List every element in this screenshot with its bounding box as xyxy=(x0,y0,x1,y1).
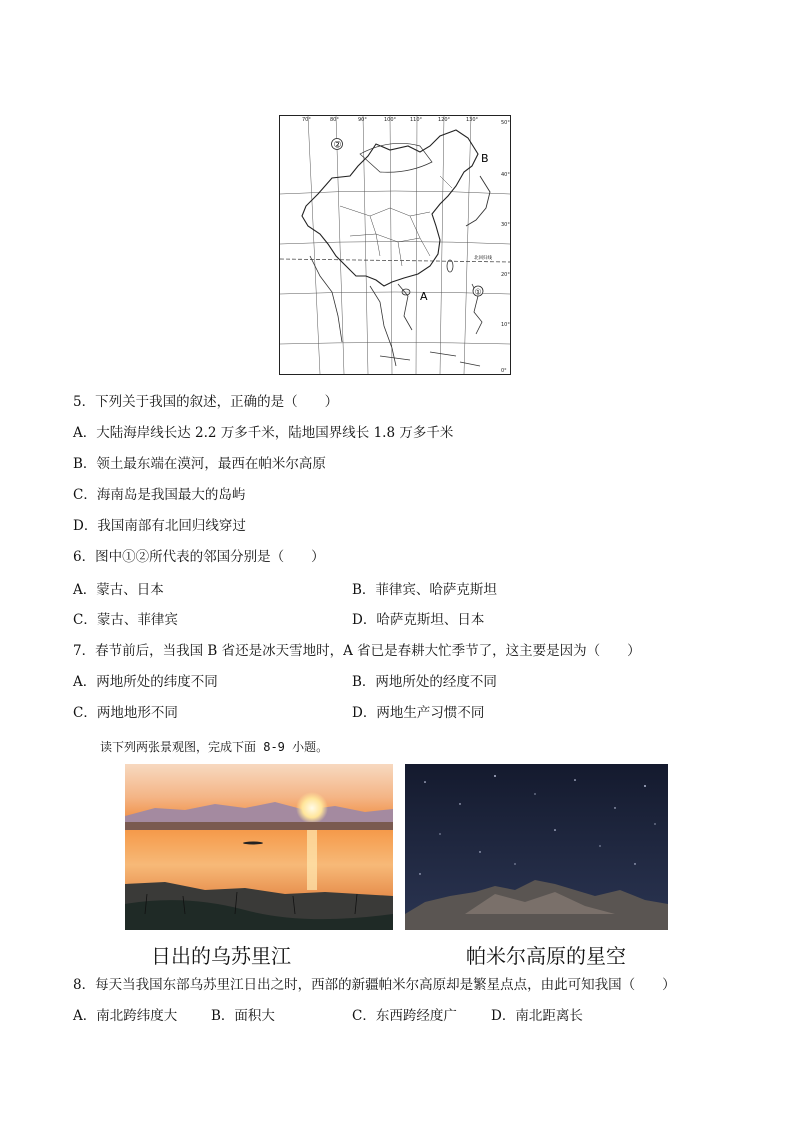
q8-option-a: A．南北跨纬度大 xyxy=(73,1008,178,1024)
q5-stem: 5．下列关于我国的叙述，正确的是（ ） xyxy=(73,394,339,410)
lon-label: 120° xyxy=(438,117,451,123)
caption-starry-sky: 帕米尔高原的星空 xyxy=(466,944,626,968)
map-svg xyxy=(280,116,510,374)
q5-option-d: D．我国南部有北回归线穿过 xyxy=(73,518,246,534)
lat-label: 30° xyxy=(501,222,510,228)
q5-option-b: B．领土最东端在漠河，最西在帕米尔高原 xyxy=(73,456,326,472)
marker-a: A xyxy=(420,290,428,303)
sunrise-image xyxy=(125,764,393,930)
india-coast xyxy=(310,256,342,342)
photo-pamir-starry-sky xyxy=(405,764,668,930)
marker-b: B xyxy=(481,152,489,165)
q6-option-c: C．蒙古、菲律宾 xyxy=(73,612,178,628)
q6-option-d: D．哈萨克斯坦、日本 xyxy=(352,612,485,628)
lat-label: 50° xyxy=(501,120,510,126)
starry-sky-image xyxy=(405,764,668,930)
q7-option-d: D．两地生产习惯不同 xyxy=(352,705,485,721)
lon-label: 100° xyxy=(384,117,397,123)
q8-option-d: D．南北距离长 xyxy=(491,1008,583,1024)
longitude-labels xyxy=(302,117,479,123)
lon-label: 130° xyxy=(466,117,479,123)
photo-sunrise-ussuri xyxy=(125,764,393,930)
q5-option-a: A．大陆海岸线长达 2.2 万多千米，陆地国界线长 1.8 万多千米 xyxy=(73,425,454,441)
lon-label: 70° xyxy=(302,117,311,123)
q8-option-b: B．面积大 xyxy=(211,1008,275,1024)
taiwan-outline xyxy=(447,260,453,272)
graticule xyxy=(280,116,510,374)
q7-option-a: A．两地所处的纬度不同 xyxy=(73,674,218,690)
q7-option-b: B．两地所处的经度不同 xyxy=(352,674,497,690)
q6-option-a: A．蒙古、日本 xyxy=(73,582,164,598)
lon-label: 80° xyxy=(330,117,339,123)
tropic-label: 北回归线 xyxy=(474,256,492,261)
indonesia-coast xyxy=(380,352,480,366)
caption-sunrise: 日出的乌苏里江 xyxy=(151,944,291,968)
province-lines xyxy=(340,176,452,266)
q6-option-b: B．菲律宾、哈萨克斯坦 xyxy=(352,582,497,598)
lon-label: 110° xyxy=(410,117,423,123)
section-intro: 读下列两张景观图，完成下面 8-9 小题。 xyxy=(100,740,329,754)
q8-option-c: C．东西跨经度广 xyxy=(352,1008,457,1024)
lat-label: 0° xyxy=(501,368,507,374)
lat-label: 20° xyxy=(501,272,510,278)
q6-stem: 6．图中①②所代表的邻国分别是（ ） xyxy=(73,549,325,565)
lat-label: 10° xyxy=(501,322,510,328)
q7-option-c: C．两地地形不同 xyxy=(73,705,178,721)
china-outline-map xyxy=(279,115,511,375)
q5-option-c: C．海南岛是我国最大的岛屿 xyxy=(73,487,246,503)
mongolia-border xyxy=(360,143,432,172)
se-asia-coast xyxy=(370,284,412,366)
marker-one: ① xyxy=(474,287,482,297)
marker-two: ② xyxy=(333,140,342,151)
japan-outline xyxy=(466,176,490,226)
q8-stem: 8．每天当我国东部乌苏里江日出之时，西部的新疆帕米尔高原却是繁星点点，由此可知我国（ ） xyxy=(73,977,676,993)
lon-label: 90° xyxy=(358,117,367,123)
lat-label: 40° xyxy=(501,172,510,178)
q7-stem: 7．春节前后，当我国 B 省还是冰天雪地时，A 省已是春耕大忙季节了，这主要是因为（ ） xyxy=(73,643,641,659)
latitude-labels xyxy=(501,120,510,374)
